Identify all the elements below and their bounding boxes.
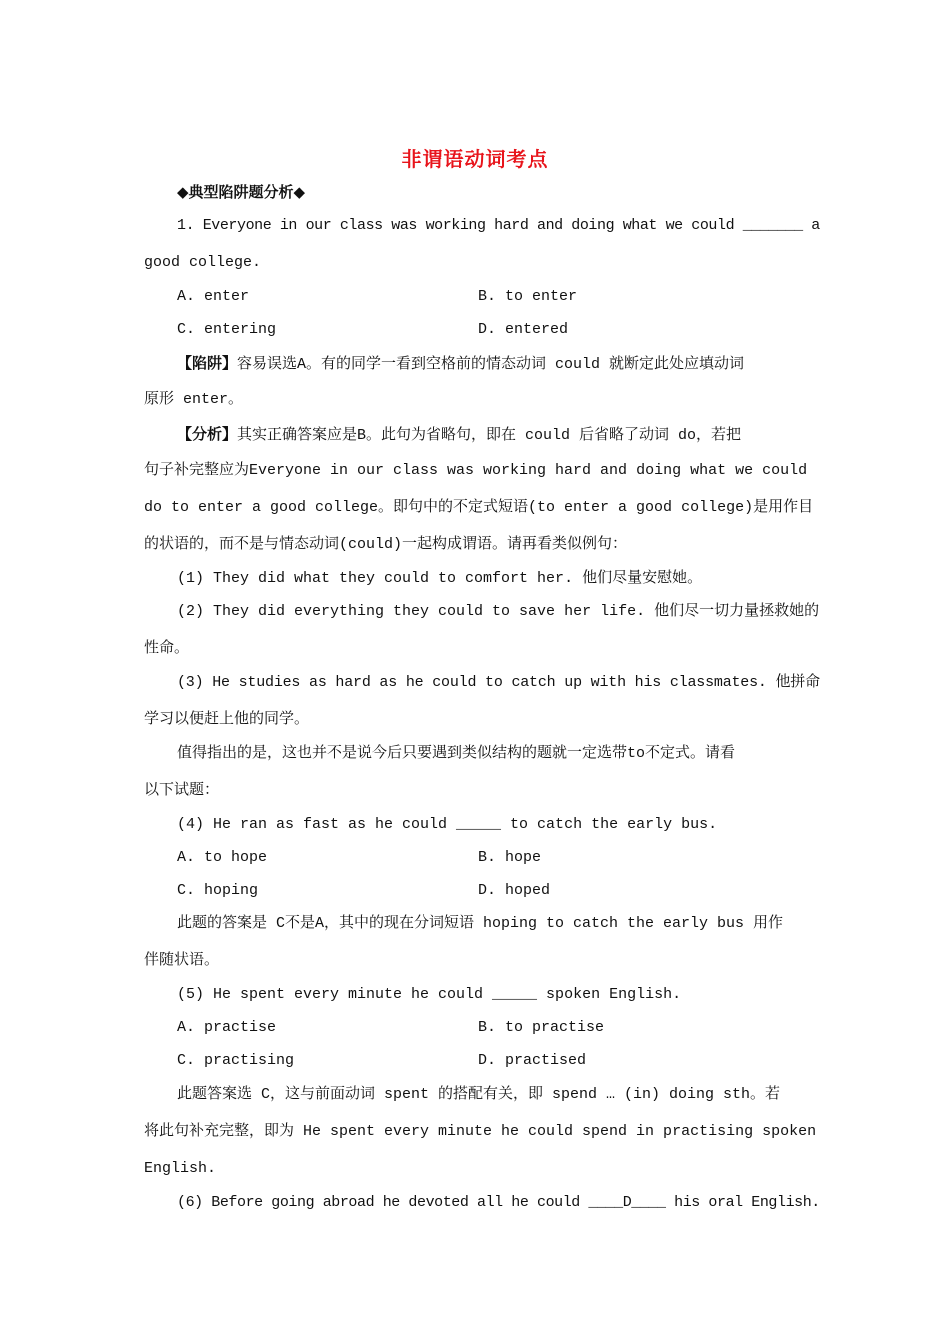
page-title: 非谓语动词考点 (401, 147, 549, 171)
q1-option-d: D. entered (478, 321, 569, 338)
q1-option-b: B. to enter (478, 288, 578, 305)
q5-explanation-line-1: 此题答案选 C，这与前面动词 spent 的搭配有关，即 spend … (in) doing sth。若 (177, 1086, 781, 1103)
q5-option-d: D. practised (478, 1052, 587, 1069)
question-4: (4) He ran as fast as he could _____ to catch the early bus. (177, 816, 718, 833)
analysis-paragraph-line-1 (177, 424, 741, 446)
question-6: (6) Before going abroad he devoted all he could ____D____ his oral English. (177, 1194, 820, 1211)
example-2-line-2: 性命。 (144, 640, 190, 657)
q4-option-b: B. hope (478, 849, 542, 866)
analysis-text: 其实正确答案应是B。此句为省略句，即在 could 后省略了动词 do，若把 (237, 427, 742, 444)
note-paragraph-line-1: 值得指出的是，这也并不是说今后只要遇到类似结构的题就一定选带to不定式。请看 (177, 745, 736, 762)
trap-paragraph-line-1 (177, 353, 744, 375)
q1-option-a: A. enter (177, 288, 250, 305)
q5-option-a: A. practise (177, 1019, 277, 1036)
analysis-paragraph-line-2: 句子补完整应为Everyone in our class was working hard and doing what we could (144, 462, 808, 479)
trap-label: 【陷阱】 (177, 354, 238, 372)
q1-option-c: C. entering (177, 321, 277, 338)
trap-text: 容易误选A。有的同学一看到空格前的情态动词 could 就断定此处应填动词 (237, 356, 745, 373)
q5-explanation-line-3: English. (144, 1160, 217, 1177)
q4-explanation-line-2: 伴随状语。 (144, 952, 220, 969)
q5-explanation-line-2: 将此句补充完整，即为 He spent every minute he could spend in practising spoken (144, 1123, 817, 1140)
question-5: (5) He spent every minute he could _____ spoken English. (177, 986, 682, 1003)
example-3-line-2: 学习以便赶上他的同学。 (144, 711, 310, 728)
analysis-label: 【分析】 (177, 425, 238, 443)
q4-option-d: D. hoped (478, 882, 551, 899)
section-heading: ◆典型陷阱题分析◆ (177, 183, 306, 201)
example-2-line-1: (2) They did everything they could to save her life. 他们尽一切力量拯救她的 (177, 603, 820, 620)
question-1-line-1: 1. Everyone in our class was working hard and doing what we could _______ a (177, 217, 820, 234)
example-3-line-1: (3) He studies as hard as he could to catch up with his classmates. 他拼命 (177, 674, 820, 691)
q4-option-c: C. hoping (177, 882, 259, 899)
note-paragraph-line-2: 以下试题： (144, 782, 220, 799)
trap-paragraph-line-2: 原形 enter。 (144, 391, 244, 408)
example-1: (1) They did what they could to comfort her. 他们尽量安慰她。 (177, 570, 703, 587)
q5-option-b: B. to practise (478, 1019, 605, 1036)
analysis-paragraph-line-4: 的状语的，而不是与情态动词(could)一起构成谓语。请再看类似例句： (144, 536, 628, 553)
q4-explanation-line-1: 此题的答案是 C不是A，其中的现在分词短语 hoping to catch the early bus 用作 (177, 915, 784, 932)
q4-option-a: A. to hope (177, 849, 268, 866)
analysis-paragraph-line-3: do to enter a good college。即句中的不定式短语(to enter a good college)是用作目 (144, 499, 814, 516)
question-1-line-2: good college. (144, 254, 262, 271)
q5-option-c: C. practising (177, 1052, 295, 1069)
